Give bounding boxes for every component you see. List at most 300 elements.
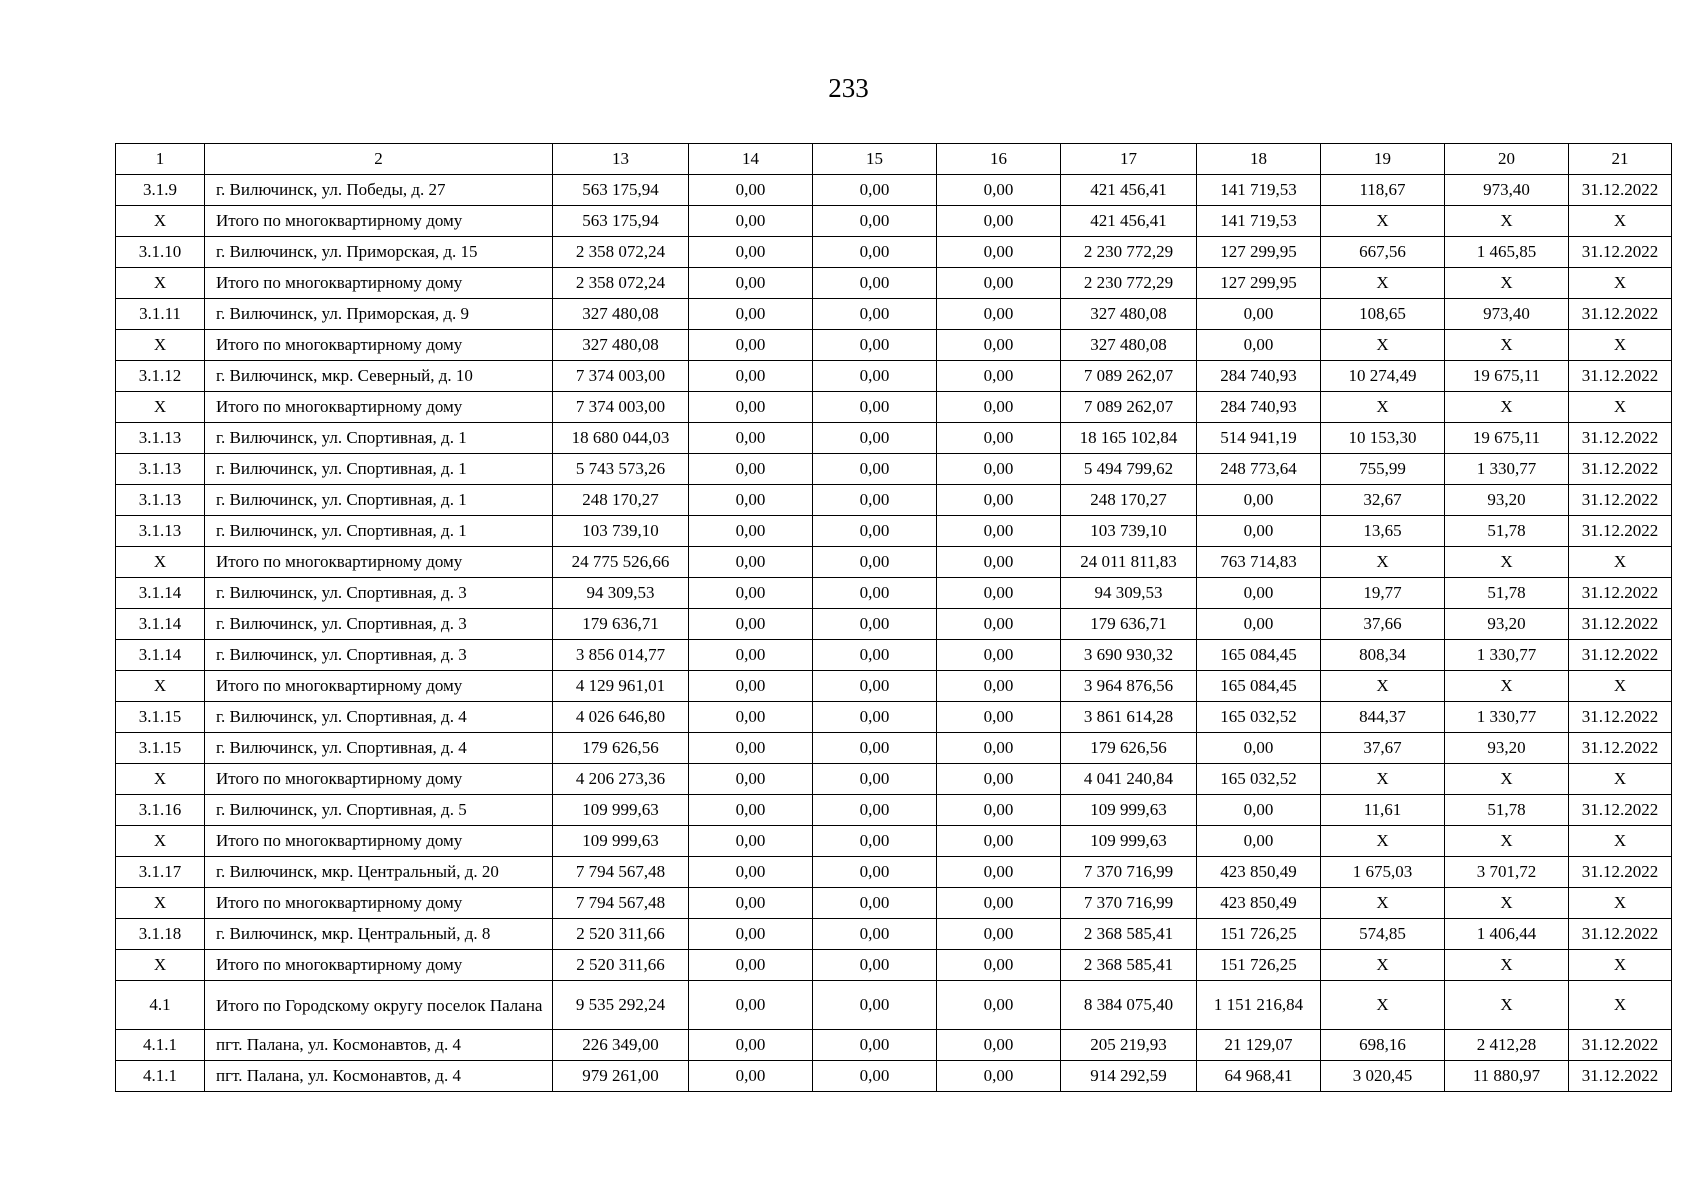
table-cell: 3 690 930,32 [1061,640,1197,671]
table-cell: 0,00 [813,361,937,392]
header-row [116,144,1672,175]
table-cell: 0,00 [937,392,1061,423]
table-cell: 0,00 [937,950,1061,981]
table-cell: 7 374 003,00 [553,361,689,392]
table-cell: 109 999,63 [1061,826,1197,857]
table-cell: 0,00 [937,268,1061,299]
table-cell: 205 219,93 [1061,1030,1197,1061]
table-cell: 0,00 [1197,609,1321,640]
table-cell: Итого по многоквартирному дому [205,268,553,299]
table-row [116,702,1672,733]
table-cell: 94 309,53 [1061,578,1197,609]
table-cell: 7 089 262,07 [1061,392,1197,423]
table-row [116,640,1672,671]
table-cell: 0,00 [689,733,813,764]
table-cell: 0,00 [813,578,937,609]
table-cell: 3.1.13 [116,516,205,547]
table-cell: 0,00 [689,1030,813,1061]
table-cell: X [1321,764,1445,795]
table-cell: 93,20 [1445,609,1569,640]
table-cell: 0,00 [689,1061,813,1092]
table-cell: 151 726,25 [1197,950,1321,981]
table-cell: X [116,950,205,981]
table-row [116,485,1672,516]
table-cell: 0,00 [813,640,937,671]
table-cell: X [1569,268,1672,299]
table-cell: 698,16 [1321,1030,1445,1061]
column-header: 1 [116,144,205,175]
table-cell: 0,00 [937,206,1061,237]
table-cell: 423 850,49 [1197,857,1321,888]
table-cell: 0,00 [937,733,1061,764]
table-cell: 0,00 [813,702,937,733]
table-cell: г. Вилючинск, ул. Спортивная, д. 1 [205,423,553,454]
table-cell: 31.12.2022 [1569,857,1672,888]
table-cell: 0,00 [937,516,1061,547]
table-cell: X [116,764,205,795]
table-cell: 0,00 [689,702,813,733]
table-row [116,423,1672,454]
table-row [116,1030,1672,1061]
table-cell: X [1321,950,1445,981]
table-cell: 0,00 [937,423,1061,454]
table-cell: 979 261,00 [553,1061,689,1092]
table-cell: 8 384 075,40 [1061,981,1197,1030]
table-cell: 24 011 811,83 [1061,547,1197,578]
table-cell: 2 412,28 [1445,1030,1569,1061]
table-cell: 0,00 [1197,485,1321,516]
table-row [116,578,1672,609]
table-cell: 0,00 [689,919,813,950]
table-cell: 0,00 [689,516,813,547]
table-cell: 973,40 [1445,175,1569,206]
table-cell: 0,00 [689,454,813,485]
table-cell: 0,00 [937,702,1061,733]
table-cell: 563 175,94 [553,206,689,237]
table-cell: 3.1.14 [116,640,205,671]
table-cell: X [1321,268,1445,299]
table-cell: 103 739,10 [553,516,689,547]
table-cell: 0,00 [689,392,813,423]
table-cell: 0,00 [937,1061,1061,1092]
table-cell: 1 465,85 [1445,237,1569,268]
table-cell: 31.12.2022 [1569,640,1672,671]
table-cell: 2 358 072,24 [553,268,689,299]
column-header: 2 [205,144,553,175]
table-cell: 3.1.15 [116,702,205,733]
table-cell: 5 494 799,62 [1061,454,1197,485]
table-row [116,888,1672,919]
table-cell: Итого по многоквартирному дому [205,826,553,857]
table-cell: X [1569,888,1672,919]
table-cell: 1 675,03 [1321,857,1445,888]
table-cell: 0,00 [813,888,937,919]
table-cell: 7 374 003,00 [553,392,689,423]
column-header: 16 [937,144,1061,175]
table-cell: 0,00 [813,981,937,1030]
table-cell: X [1445,764,1569,795]
table-cell: г. Вилючинск, ул. Приморская, д. 9 [205,299,553,330]
table-cell: 19 675,11 [1445,423,1569,454]
table-cell: X [1569,206,1672,237]
table-cell: 0,00 [689,423,813,454]
table-cell: 0,00 [813,206,937,237]
table-cell: 3 856 014,77 [553,640,689,671]
table-cell: 165 084,45 [1197,640,1321,671]
table-cell: г. Вилючинск, мкр. Центральный, д. 8 [205,919,553,950]
table-cell: 31.12.2022 [1569,733,1672,764]
table-cell: 327 480,08 [1061,330,1197,361]
table-cell: 0,00 [689,361,813,392]
table-row [116,609,1672,640]
table-cell: 93,20 [1445,485,1569,516]
table-cell: 0,00 [689,547,813,578]
table-cell: 0,00 [937,547,1061,578]
table-cell: 0,00 [813,268,937,299]
table-cell: г. Вилючинск, ул. Спортивная, д. 4 [205,733,553,764]
table-cell: X [116,826,205,857]
table-cell: 1 330,77 [1445,640,1569,671]
table-cell: 141 719,53 [1197,206,1321,237]
table-cell: 7 089 262,07 [1061,361,1197,392]
table-cell: X [1321,330,1445,361]
table-cell: X [1445,547,1569,578]
table-cell: 118,67 [1321,175,1445,206]
table-cell: 3.1.16 [116,795,205,826]
table-cell: 9 535 292,24 [553,981,689,1030]
table-cell: 93,20 [1445,733,1569,764]
table-cell: 4 026 646,80 [553,702,689,733]
table-cell: 808,34 [1321,640,1445,671]
table-cell: 0,00 [689,981,813,1030]
table-cell: 2 368 585,41 [1061,919,1197,950]
table-row [116,361,1672,392]
table-cell: 4.1.1 [116,1030,205,1061]
column-header: 14 [689,144,813,175]
table-cell: Итого по многоквартирному дому [205,547,553,578]
table-cell: X [1569,392,1672,423]
table-cell: пгт. Палана, ул. Космонавтов, д. 4 [205,1030,553,1061]
table-cell: 0,00 [813,175,937,206]
table-cell: 3.1.9 [116,175,205,206]
table-cell: г. Вилючинск, ул. Спортивная, д. 3 [205,609,553,640]
table-cell: 0,00 [689,826,813,857]
table-cell: X [1569,950,1672,981]
table-cell: 0,00 [937,485,1061,516]
table-cell: 4.1 [116,981,205,1030]
table-cell: X [1445,950,1569,981]
table-cell: 0,00 [689,795,813,826]
table-cell: X [1321,392,1445,423]
table-cell: 563 175,94 [553,175,689,206]
table-cell: X [1321,671,1445,702]
table-cell: г. Вилючинск, ул. Спортивная, д. 3 [205,640,553,671]
column-header: 13 [553,144,689,175]
table-cell: 0,00 [1197,795,1321,826]
table-cell: 973,40 [1445,299,1569,330]
page-number: 233 [828,73,869,103]
table-cell: 32,67 [1321,485,1445,516]
table-cell: 0,00 [689,950,813,981]
table-cell: 4.1.1 [116,1061,205,1092]
table-cell: 18 165 102,84 [1061,423,1197,454]
table-cell: 421 456,41 [1061,206,1197,237]
table-cell: X [116,671,205,702]
table-cell: 31.12.2022 [1569,361,1672,392]
table-cell: 3.1.13 [116,454,205,485]
table-cell: 51,78 [1445,516,1569,547]
table-cell: 248 170,27 [553,485,689,516]
table-cell: 226 349,00 [553,1030,689,1061]
table-cell: 0,00 [813,454,937,485]
table-cell: 0,00 [813,1030,937,1061]
table-cell: 3.1.14 [116,609,205,640]
table-cell: г. Вилючинск, ул. Спортивная, д. 3 [205,578,553,609]
table-row [116,516,1672,547]
table-row [116,299,1672,330]
table-cell: 327 480,08 [1061,299,1197,330]
table-cell: 574,85 [1321,919,1445,950]
table-row [116,330,1672,361]
table-cell: 5 743 573,26 [553,454,689,485]
table-row [116,175,1672,206]
table-cell: 31.12.2022 [1569,454,1672,485]
table-cell: 64 968,41 [1197,1061,1321,1092]
table-cell: 0,00 [1197,299,1321,330]
table-row [116,547,1672,578]
table-cell: 0,00 [937,175,1061,206]
table-cell: 0,00 [1197,330,1321,361]
table-cell: 0,00 [937,671,1061,702]
table-cell: Итого по многоквартирному дому [205,392,553,423]
table-cell: 51,78 [1445,795,1569,826]
table-cell: г. Вилючинск, мкр. Северный, д. 10 [205,361,553,392]
table-row [116,981,1672,1030]
table-cell: 109 999,63 [1061,795,1197,826]
table-cell: 0,00 [689,206,813,237]
table-cell: 0,00 [937,640,1061,671]
table-cell: 0,00 [689,175,813,206]
table-cell: 3.1.13 [116,423,205,454]
table-cell: 108,65 [1321,299,1445,330]
table-cell: X [1321,547,1445,578]
table-cell: 0,00 [937,888,1061,919]
table-cell: 0,00 [689,640,813,671]
table-cell: 94 309,53 [553,578,689,609]
table-cell: 0,00 [937,361,1061,392]
table-row [116,454,1672,485]
table-cell: 327 480,08 [553,330,689,361]
table-cell: 248 170,27 [1061,485,1197,516]
table-cell: Итого по многоквартирному дому [205,671,553,702]
table-cell: 109 999,63 [553,795,689,826]
table-cell: X [1569,330,1672,361]
table-cell: 151 726,25 [1197,919,1321,950]
table-cell: 141 719,53 [1197,175,1321,206]
table-row [116,237,1672,268]
table-cell: X [1445,330,1569,361]
table-cell: 0,00 [937,299,1061,330]
table-cell: 0,00 [689,888,813,919]
table-cell: 0,00 [937,1030,1061,1061]
table-cell: 127 299,95 [1197,237,1321,268]
table-cell: Итого по многоквартирному дому [205,950,553,981]
table-cell: 31.12.2022 [1569,1030,1672,1061]
table-cell: 3 020,45 [1321,1061,1445,1092]
table-cell: X [1445,206,1569,237]
table-cell: X [1445,671,1569,702]
table-cell: 327 480,08 [553,299,689,330]
table-cell: Итого по Городскому округу поселок Палана [205,981,553,1030]
table-cell: 13,65 [1321,516,1445,547]
table-cell: 3 964 876,56 [1061,671,1197,702]
table-cell: 31.12.2022 [1569,516,1672,547]
table-cell: 31.12.2022 [1569,423,1672,454]
table-cell: X [1569,547,1672,578]
table-cell: 0,00 [813,795,937,826]
table-cell: 179 626,56 [1061,733,1197,764]
table-cell: 0,00 [813,516,937,547]
table-cell: 0,00 [813,919,937,950]
table-cell: 0,00 [813,485,937,516]
table-cell: 0,00 [937,237,1061,268]
table-cell: г. Вилючинск, ул. Спортивная, д. 1 [205,485,553,516]
table-cell: г. Вилючинск, ул. Спортивная, д. 4 [205,702,553,733]
table-cell: пгт. Палана, ул. Космонавтов, д. 4 [205,1061,553,1092]
table-cell: 3.1.15 [116,733,205,764]
table-cell: 127 299,95 [1197,268,1321,299]
table-cell: 514 941,19 [1197,423,1321,454]
table-cell: г. Вилючинск, ул. Приморская, д. 15 [205,237,553,268]
table-cell: 0,00 [937,330,1061,361]
table-cell: 31.12.2022 [1569,795,1672,826]
table-cell: 1 151 216,84 [1197,981,1321,1030]
table-cell: 37,66 [1321,609,1445,640]
table-cell: 3.1.10 [116,237,205,268]
table-cell: X [1445,826,1569,857]
table-cell: 7 370 716,99 [1061,857,1197,888]
table-cell: 0,00 [937,578,1061,609]
table-cell: 0,00 [813,1061,937,1092]
table-cell: X [116,888,205,919]
table-cell: 844,37 [1321,702,1445,733]
table-cell: 31.12.2022 [1569,609,1672,640]
table-cell: г. Вилючинск, мкр. Центральный, д. 20 [205,857,553,888]
table-cell: 0,00 [813,330,937,361]
table-cell: 10 274,49 [1321,361,1445,392]
table-cell: 667,56 [1321,237,1445,268]
table-cell: 7 794 567,48 [553,888,689,919]
table-cell: 0,00 [813,950,937,981]
table-cell: 0,00 [937,826,1061,857]
table-cell: 0,00 [937,609,1061,640]
table-cell: 763 714,83 [1197,547,1321,578]
table-cell: 179 636,71 [553,609,689,640]
table-cell: X [116,330,205,361]
column-header: 19 [1321,144,1445,175]
table-cell: 51,78 [1445,578,1569,609]
table-cell: 7 794 567,48 [553,857,689,888]
table-cell: 0,00 [689,330,813,361]
table-row [116,919,1672,950]
table-row [116,1061,1672,1092]
table-cell: 31.12.2022 [1569,702,1672,733]
table-cell: X [1321,888,1445,919]
table-cell: X [1321,826,1445,857]
table-cell: 31.12.2022 [1569,1061,1672,1092]
table-cell: Итого по многоквартирному дому [205,888,553,919]
table-cell: 0,00 [689,268,813,299]
table-cell: 31.12.2022 [1569,919,1672,950]
table-row [116,733,1672,764]
table-cell: 165 084,45 [1197,671,1321,702]
table-cell: X [116,547,205,578]
table-cell: 0,00 [813,237,937,268]
table-cell: 0,00 [689,485,813,516]
table-cell: 423 850,49 [1197,888,1321,919]
table-cell: X [1445,268,1569,299]
table-cell: 3.1.17 [116,857,205,888]
table-cell: 31.12.2022 [1569,237,1672,268]
table-cell: X [1445,981,1569,1030]
table-cell: X [1445,392,1569,423]
table-cell: 284 740,93 [1197,392,1321,423]
table-cell: 4 129 961,01 [553,671,689,702]
column-header: 18 [1197,144,1321,175]
table-cell: 11 880,97 [1445,1061,1569,1092]
table-cell: 2 368 585,41 [1061,950,1197,981]
table-row [116,392,1672,423]
table-cell: 0,00 [937,795,1061,826]
column-header: 15 [813,144,937,175]
table-cell: 0,00 [813,671,937,702]
table-cell: 3.1.11 [116,299,205,330]
table-cell: 0,00 [689,237,813,268]
table-cell: 103 739,10 [1061,516,1197,547]
table-cell: 3 861 614,28 [1061,702,1197,733]
table-cell: 0,00 [689,764,813,795]
table-cell: X [116,268,205,299]
table-cell: 0,00 [813,826,937,857]
table-cell: 0,00 [1197,578,1321,609]
table-cell: 0,00 [813,392,937,423]
table-cell: 0,00 [1197,826,1321,857]
table-cell: Итого по многоквартирному дому [205,206,553,237]
table-cell: 7 370 716,99 [1061,888,1197,919]
table-cell: Итого по многоквартирному дому [205,330,553,361]
table-cell: 31.12.2022 [1569,299,1672,330]
table-cell: 4 041 240,84 [1061,764,1197,795]
table-cell: 19 675,11 [1445,361,1569,392]
table-cell: 0,00 [937,919,1061,950]
table-cell: 3 701,72 [1445,857,1569,888]
table-cell: 0,00 [813,423,937,454]
table-row [116,671,1672,702]
table-cell: 0,00 [813,609,937,640]
table-cell: 0,00 [689,671,813,702]
table-cell: г. Вилючинск, ул. Спортивная, д. 5 [205,795,553,826]
table-row [116,950,1672,981]
table-cell: 21 129,07 [1197,1030,1321,1061]
table-cell: X [116,206,205,237]
table-cell: X [1569,671,1672,702]
table-cell: X [116,392,205,423]
table-cell: 2 520 311,66 [553,919,689,950]
table-cell: 2 230 772,29 [1061,237,1197,268]
table-cell: X [1321,981,1445,1030]
table-cell: 0,00 [1197,516,1321,547]
table-row [116,826,1672,857]
